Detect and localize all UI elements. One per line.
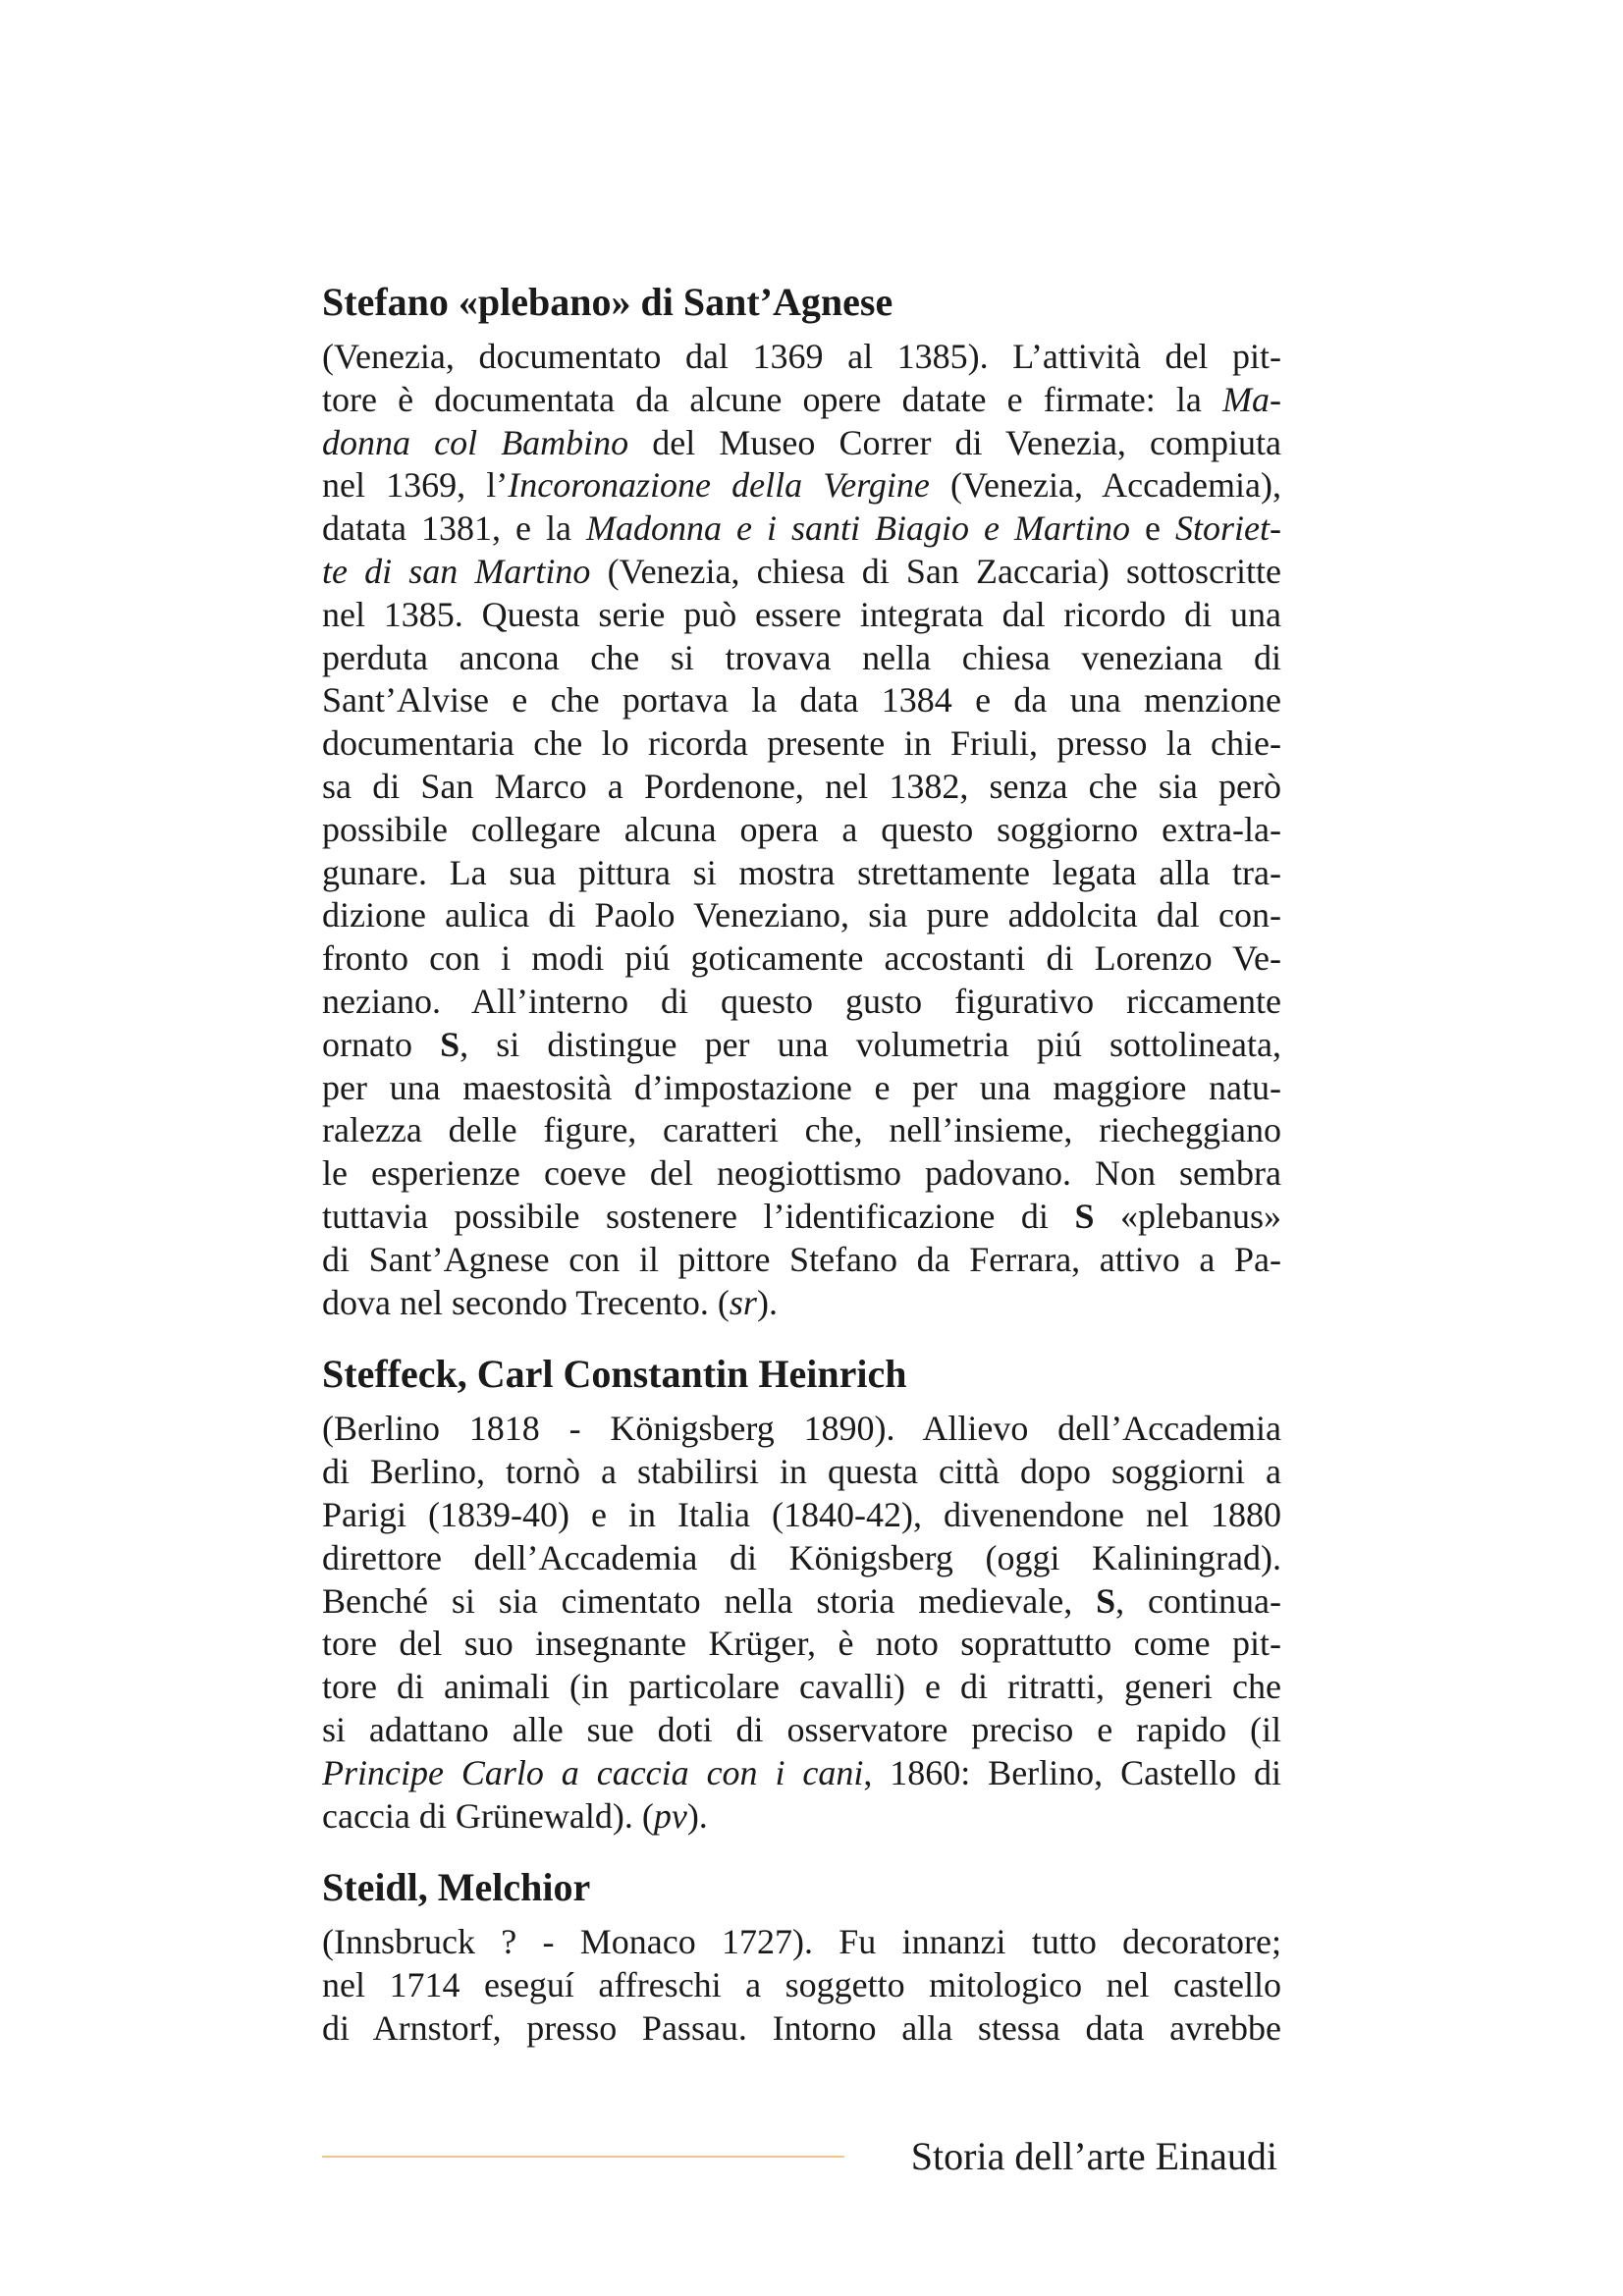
body-line (322, 1451, 1281, 1494)
dictionary-entry (322, 279, 1281, 1324)
body-line (322, 894, 1281, 937)
text-run: e (1130, 508, 1176, 549)
text-run: del Museo Correr di Venezia, compiuta (628, 422, 1281, 462)
italic-text-run: sr (729, 1282, 757, 1322)
body-line (322, 464, 1281, 507)
dictionary-entry (322, 1351, 1281, 1838)
italic-text-run: Incoronazione della Vergine (508, 465, 930, 506)
footer-title: Storia dell’arte Einaudi (910, 2134, 1277, 2178)
text-run: direttore dell’Accademia di Königsberg (oggi Kaliningrad). (322, 1537, 1281, 1577)
body-line (322, 1109, 1281, 1152)
text-run: (Venezia, documentato dal 1369 al 1385). L’attività del pit- (322, 337, 1281, 376)
text-run: perduta ancona che si trovava nella chiesa veneziana di (322, 637, 1281, 677)
body-line (322, 937, 1281, 981)
text-run: caccia di Grünewald). ( (322, 1795, 654, 1836)
body-line (322, 809, 1281, 852)
footer-rule (322, 2156, 844, 2158)
body-line (322, 507, 1281, 551)
text-run: (Venezia, Accademia), (929, 465, 1282, 506)
text-run: (Innsbruck ? - Monaco 1727). Fu innanzi tutto decoratore; (322, 1922, 1281, 1962)
bold-text-run: S (1096, 1580, 1116, 1621)
body-line (322, 551, 1281, 594)
text-run: dova nel secondo Trecento. ( (322, 1282, 730, 1322)
text-run: possibile collegare alcuna opera a questo soggiorno extra-la- (322, 809, 1281, 849)
text-run: per una maestosità d’impostazione e per una maggiore natu- (322, 1067, 1281, 1107)
italic-text-run: pv (653, 1795, 687, 1836)
dictionary-entry (322, 1864, 1281, 2050)
text-run: nel 1714 eseguí affreschi a soggetto mitologico nel castello (322, 1965, 1281, 2005)
body-line (322, 852, 1281, 895)
body-line (322, 1067, 1281, 1110)
text-run: datata 1381, e la (322, 508, 586, 549)
entry-body (322, 1408, 1281, 1838)
text-run: (Berlino 1818 - Königsberg 1890). Allievo dell’Accademia (322, 1409, 1281, 1449)
body-line (322, 594, 1281, 637)
italic-text-run: te di san Martino (322, 551, 591, 591)
italic-text-run: Principe Carlo a caccia con i cani (322, 1752, 864, 1792)
text-run: ornato (322, 1024, 441, 1064)
text-run: , 1860: Berlino, Castello di (863, 1752, 1281, 1792)
text-run: Parigi (1839-40) e in Italia (1840-42), divenendone nel 1880 (322, 1494, 1281, 1534)
text-run: si adattano alle sue doti di osservatore preciso e rapido (il (322, 1709, 1281, 1749)
text-run: tuttavia possibile sostenere l’identificazione di (322, 1196, 1075, 1236)
text-run: gunare. La sua pittura si mostra strettamente legata alla tra- (322, 852, 1281, 892)
body-line (322, 1239, 1281, 1282)
italic-text-run: Madonna e i santi Biagio e Martino (585, 508, 1130, 549)
text-run: sa di San Marco a Pordenone, nel 1382, senza che sia però (322, 766, 1281, 806)
italic-text-run: Storiet- (1175, 508, 1281, 549)
body-line (322, 1537, 1281, 1580)
body-line (322, 981, 1281, 1024)
entry-heading: Steffeck, Carl Constantin Heinrich (322, 1352, 907, 1397)
text-column (322, 279, 1281, 2051)
body-line (322, 722, 1281, 766)
body-line (322, 1408, 1281, 1451)
text-run: neziano. All’interno di questo gusto figurativo riccamente (322, 981, 1281, 1021)
body-line (322, 1580, 1281, 1624)
text-run: di Berlino, tornò a stabilirsi in questa città dopo soggiorni a (322, 1452, 1281, 1492)
body-line (322, 1152, 1281, 1196)
text-run: ralezza delle figure, caratteri che, nell’insieme, riecheggiano (322, 1110, 1281, 1150)
body-line (322, 766, 1281, 809)
text-run: documentaria che lo ricorda presente in Friuli, presso la chie- (322, 723, 1281, 764)
body-line (322, 1282, 1281, 1325)
text-run: ). (686, 1795, 708, 1836)
body-line (322, 1752, 1281, 1795)
text-run: tore è documentata da alcune opere datate e firmate: la (322, 379, 1223, 419)
entry-heading: Steidl, Melchior (322, 1865, 591, 1910)
text-run: le esperienze coeve del neogiottismo padovano. Non sembra (322, 1153, 1281, 1194)
text-run: fronto con i modi piú goticamente accostanti di Lorenzo Ve- (322, 938, 1281, 979)
text-run: (Venezia, chiesa di San Zaccaria) sottoscritte (590, 551, 1281, 591)
body-line (322, 379, 1281, 422)
bold-text-run: S (1074, 1196, 1095, 1236)
entry-body (322, 1921, 1281, 2050)
body-line (322, 1709, 1281, 1752)
entry-body (322, 336, 1281, 1324)
body-line (322, 2007, 1281, 2051)
text-run: Sant’Alvise e che portava la data 1384 e da una menzione (322, 680, 1281, 721)
bold-text-run: S (440, 1024, 460, 1064)
body-line (322, 1623, 1281, 1666)
body-line (322, 1024, 1281, 1067)
body-line (322, 637, 1281, 680)
text-run: di Arnstorf, presso Passau. Intorno alla stessa data avrebbe (322, 2007, 1281, 2048)
text-run: , continua- (1115, 1580, 1281, 1621)
body-line (322, 679, 1281, 722)
entry-heading: Stefano «plebano» di Sant’Agnese (322, 280, 893, 324)
italic-text-run: donna col Bambino (322, 422, 629, 462)
body-line (322, 1964, 1281, 2007)
italic-text-run: Ma- (1222, 379, 1281, 419)
text-run: Benché si sia cimentato nella storia medievale, (322, 1580, 1097, 1621)
text-run: dizione aulica di Paolo Veneziano, sia pure addolcita dal con- (322, 895, 1281, 935)
text-run: , si distingue per una volumetria piú sottolineata, (460, 1024, 1281, 1064)
text-run: di Sant’Agnese con il pittore Stefano da Ferrara, attivo a Pa- (322, 1239, 1281, 1279)
text-run: «plebanus» (1094, 1196, 1282, 1236)
text-run: ). (756, 1282, 778, 1322)
body-line (322, 422, 1281, 465)
text-run: nel 1385. Questa serie può essere integrata dal ricordo di una (322, 594, 1281, 634)
body-line (322, 1921, 1281, 1964)
body-line (322, 1795, 1281, 1839)
body-line (322, 336, 1281, 379)
text-run: nel 1369, l’ (322, 465, 509, 506)
body-line (322, 1494, 1281, 1537)
text-run: tore di animali (in particolare cavalli) e di ritratti, generi che (322, 1667, 1281, 1707)
body-line (322, 1196, 1281, 1239)
body-line (322, 1666, 1281, 1709)
text-run: tore del suo insegnante Krüger, è noto soprattutto come pit- (322, 1624, 1281, 1664)
